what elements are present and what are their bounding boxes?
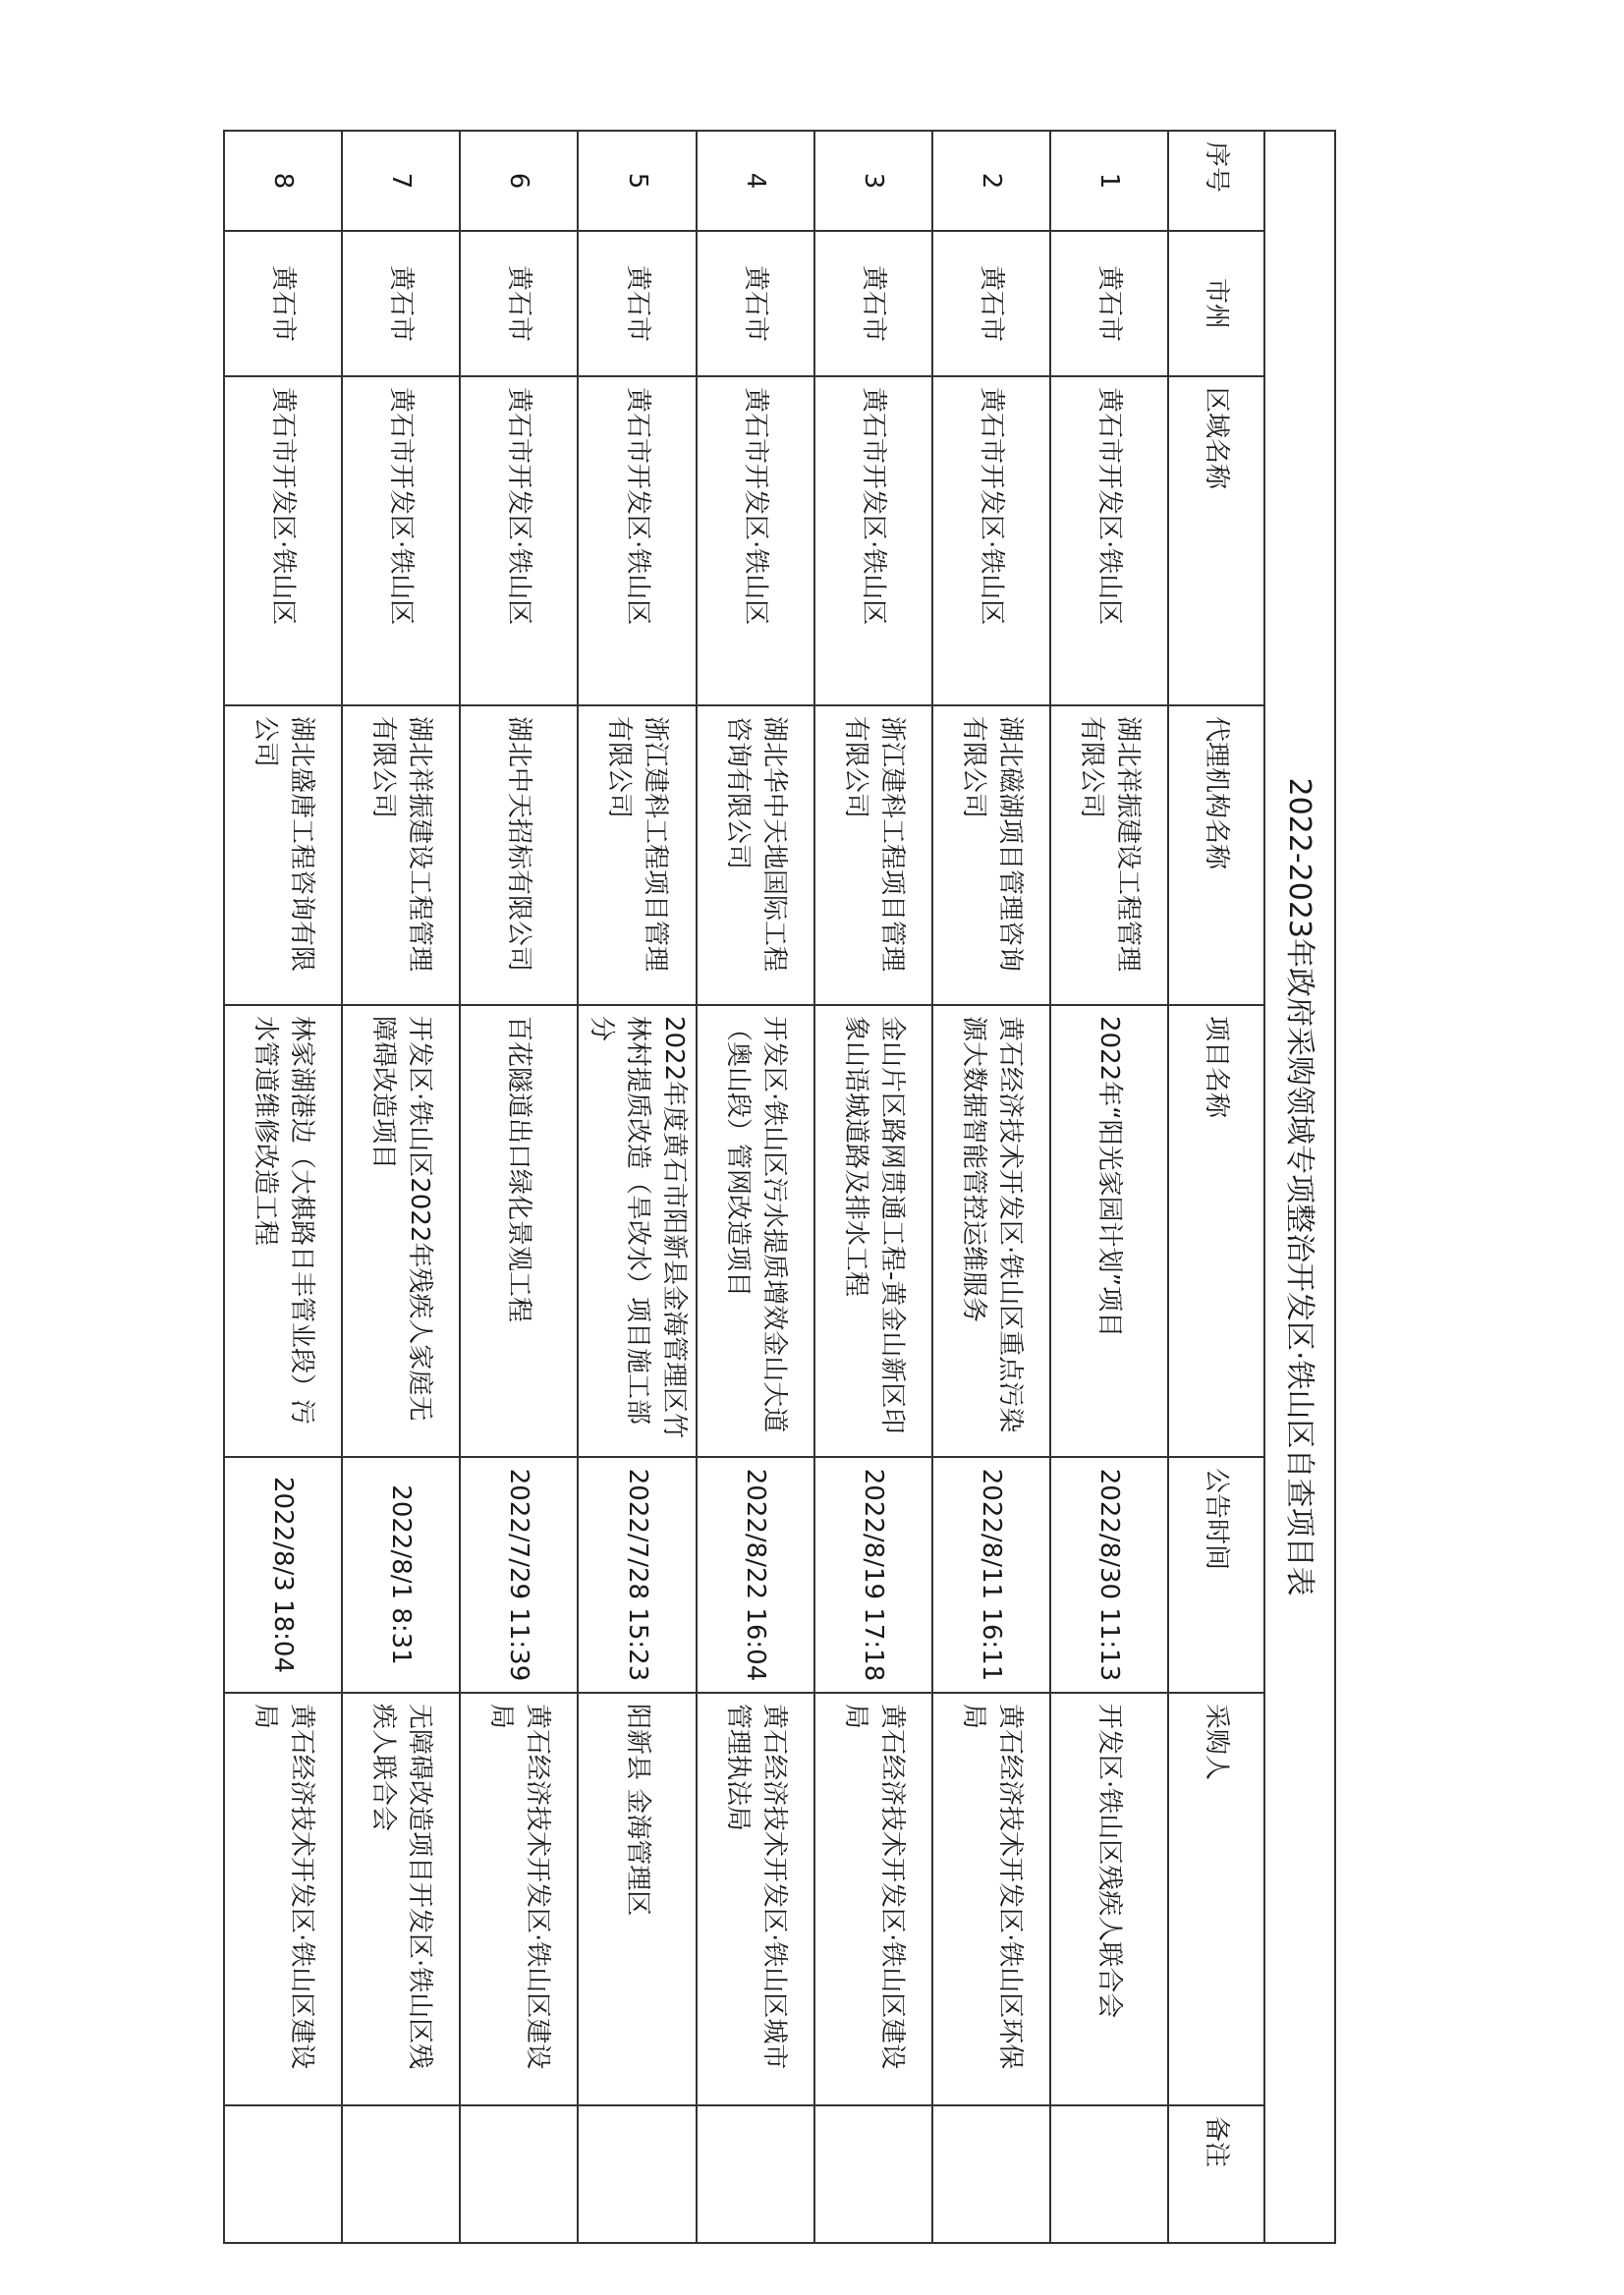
cell-project: 金山片区路网贯通工程-黄金山新区印象山语城道路及排水工程 (814, 1005, 932, 1457)
cell-time: 2022/8/1 8:31 (342, 1457, 460, 1693)
table-row (578, 131, 697, 2243)
table-row (460, 131, 578, 2243)
cell-seq: 3 (814, 131, 932, 231)
cell-time: 2022/8/19 17:18 (814, 1457, 932, 1693)
cell-seq: 1 (1050, 131, 1168, 231)
title-row (1264, 131, 1335, 2243)
cell-buyer: 开发区·铁山区残疾人联合会 (1050, 1693, 1168, 2105)
cell-project: 百花隧道出口绿化景观工程 (460, 1005, 578, 1457)
header-row (1168, 131, 1264, 2243)
cell-region: 黄石市开发区·铁山区 (224, 376, 342, 705)
rotated-document-sheet (251, 130, 1336, 2242)
cell-city: 黄石市 (697, 231, 814, 376)
cell-project: 黄石经济技术开发区·铁山区重点污染源大数据智能管控运维服务 (932, 1005, 1050, 1457)
cell-seq: 6 (460, 131, 578, 231)
cell-agency: 浙江建科工程项目管理有限公司 (814, 705, 932, 1005)
cell-buyer: 黄石经济技术开发区·铁山区建设局 (814, 1693, 932, 2105)
cell-agency: 湖北祥振建设工程管理有限公司 (1050, 705, 1168, 1005)
cell-buyer: 黄石经济技术开发区·铁山区城市管理执法局 (697, 1693, 814, 2105)
cell-city: 黄石市 (578, 231, 697, 376)
cell-region: 黄石市开发区·铁山区 (460, 376, 578, 705)
cell-time: 2022/8/11 16:11 (932, 1457, 1050, 1693)
table-row (814, 131, 932, 2243)
header-agency: 代理机构名称 (1168, 705, 1264, 1005)
header-seq: 序号 (1168, 131, 1264, 231)
cell-city: 黄石市 (814, 231, 932, 376)
table-row (932, 131, 1050, 2243)
cell-seq: 4 (697, 131, 814, 231)
cell-city: 黄石市 (1050, 231, 1168, 376)
table-row (697, 131, 814, 2243)
cell-seq: 2 (932, 131, 1050, 231)
cell-agency: 浙江建科工程项目管理有限公司 (578, 705, 697, 1005)
cell-buyer: 黄石经济技术开发区·铁山区环保局 (932, 1693, 1050, 2105)
cell-buyer: 黄石经济技术开发区·铁山区建设局 (460, 1693, 578, 2105)
cell-remark (578, 2105, 697, 2243)
document-title: 2022-2023年政府采购领域专项整治开发区·铁山区自查项目表 (1264, 131, 1335, 2243)
cell-buyer: 无障碍改造项目开发区·铁山区残疾人联合会 (342, 1693, 460, 2105)
cell-city: 黄石市 (932, 231, 1050, 376)
header-project: 项目名称 (1168, 1005, 1264, 1457)
cell-remark (932, 2105, 1050, 2243)
cell-time: 2022/8/22 16:04 (697, 1457, 814, 1693)
table-row (224, 131, 342, 2243)
table-row (1050, 131, 1168, 2243)
header-region: 区域名称 (1168, 376, 1264, 705)
cell-project: 2022年“阳光家园计划”项目 (1050, 1005, 1168, 1457)
table-row (342, 131, 460, 2243)
cell-time: 2022/7/28 15:23 (578, 1457, 697, 1693)
cell-time: 2022/7/29 11:39 (460, 1457, 578, 1693)
cell-region: 黄石市开发区·铁山区 (932, 376, 1050, 705)
cell-seq: 5 (578, 131, 697, 231)
cell-region: 黄石市开发区·铁山区 (1050, 376, 1168, 705)
cell-agency: 湖北祥振建设工程管理有限公司 (342, 705, 460, 1005)
cell-agency: 湖北磁湖项目管理咨询有限公司 (932, 705, 1050, 1005)
cell-project: 2022年度黄石市阳新县金海管理区竹林村提质改造（旱改水）项目施工部分 (578, 1005, 697, 1457)
cell-agency: 湖北盛唐工程咨询有限公司 (224, 705, 342, 1005)
cell-time: 2022/8/30 11:13 (1050, 1457, 1168, 1693)
cell-buyer: 阳新县 金海管理区 (578, 1693, 697, 2105)
cell-remark (342, 2105, 460, 2243)
cell-agency: 湖北华中天地国际工程咨询有限公司 (697, 705, 814, 1005)
cell-time: 2022/8/3 18:04 (224, 1457, 342, 1693)
cell-city: 黄石市 (342, 231, 460, 376)
header-time: 公告时间 (1168, 1457, 1264, 1693)
header-buyer: 采购人 (1168, 1693, 1264, 2105)
cell-city: 黄石市 (460, 231, 578, 376)
cell-remark (460, 2105, 578, 2243)
cell-city: 黄石市 (224, 231, 342, 376)
cell-project: 开发区·铁山区污水提质增效金山大道（奥山段）管网改造项目 (697, 1005, 814, 1457)
cell-region: 黄石市开发区·铁山区 (697, 376, 814, 705)
cell-region: 黄石市开发区·铁山区 (814, 376, 932, 705)
cell-region: 黄石市开发区·铁山区 (342, 376, 460, 705)
cell-agency: 湖北中天招标有限公司 (460, 705, 578, 1005)
cell-seq: 7 (342, 131, 460, 231)
cell-remark (224, 2105, 342, 2243)
cell-project: 林家湖港边（大棋路日丰管业段）污水管道维修改造工程 (224, 1005, 342, 1457)
header-remark: 备注 (1168, 2105, 1264, 2243)
cell-remark (814, 2105, 932, 2243)
project-table (223, 130, 1336, 2244)
cell-region: 黄石市开发区·铁山区 (578, 376, 697, 705)
cell-remark (697, 2105, 814, 2243)
cell-remark (1050, 2105, 1168, 2243)
cell-seq: 8 (224, 131, 342, 231)
cell-project: 开发区·铁山区2022年残疾人家庭无障碍改造项目 (342, 1005, 460, 1457)
header-city: 市州 (1168, 231, 1264, 376)
cell-buyer: 黄石经济技术开发区·铁山区建设局 (224, 1693, 342, 2105)
